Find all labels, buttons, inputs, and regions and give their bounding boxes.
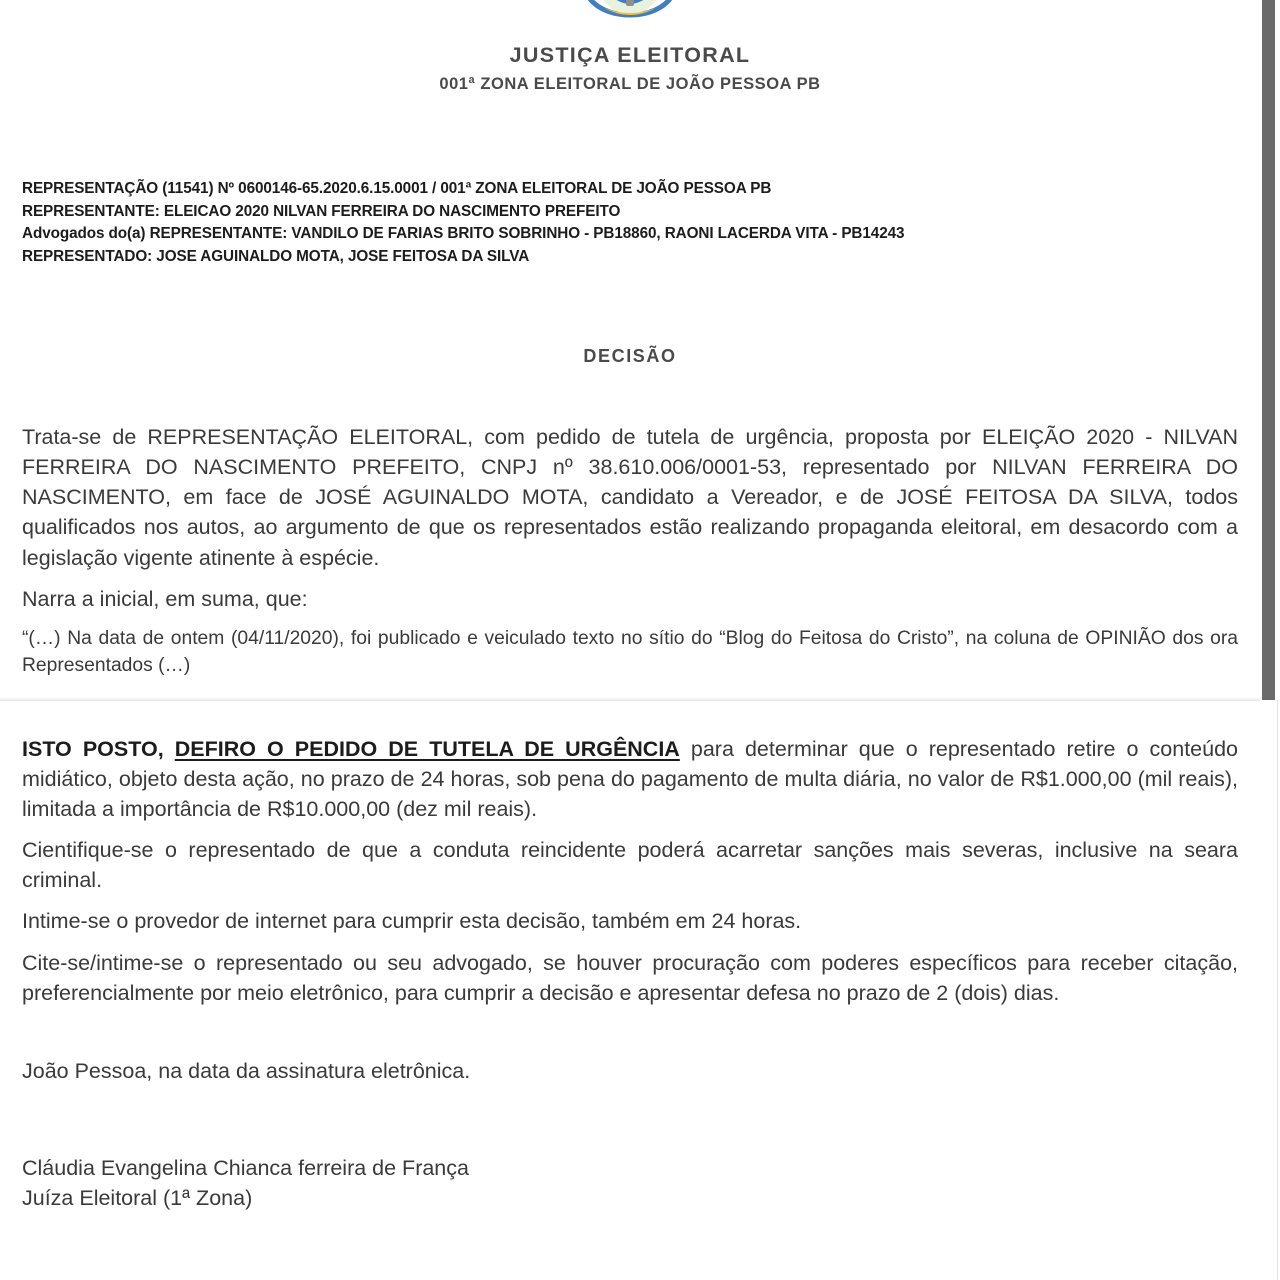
representado-line: REPRESENTADO: JOSE AGUINALDO MOTA, JOSE FEITOSA DA SILVA <box>22 247 530 265</box>
scrollbar-thumb[interactable] <box>1262 0 1275 700</box>
warning-paragraph: Cientifique-se o representado de que a conduta reincidente poderá acarretar sanções mais severas, inclusive na seara criminal. <box>22 838 1238 893</box>
decision-body <box>22 367 1238 700</box>
court-zone: 001ª ZONA ELEITORAL DE JOÃO PESSOA PB <box>439 75 821 94</box>
ruling-dispositive-paragraph <box>22 734 1238 824</box>
intro-paragraph: Trata-se de REPRESENTAÇÃO ELEITORAL, com pedido de tutela de urgência, proposta por ELEIÇÃO 2020 - NILVAN FERREIRA DO NASCIMENTO PREFEITO, CNPJ nº 38.610.006/0001-53, representado por NILVAN FERREIRA DO NASCIMENTO, em face de JOSÉ AGUINALDO MOTA, candidato a Vereador, e de JOSÉ FEITOSA DA SILVA, todos qualificados nos autos, ao argumento de que os representados estão realizando propaganda eleitoral, em desacordo com a legislação vigente atinente à espécie. <box>22 425 1238 570</box>
judge-name: Cláudia Evangelina Chianca ferreira de França <box>22 1155 469 1180</box>
initial-petition-quote: “(…) Na data de ontem (04/11/2020), foi publicado e veiculado texto no sítio do “Blog do Feitosa do Cristo”, na coluna de OPINIÃO dos ora Representados (…) <box>22 627 1238 677</box>
isto-posto-label: ISTO POSTO <box>22 737 158 761</box>
provider-notice-paragraph: Intime-se o provedor de internet para cumprir esta decisão, também em 24 horas. <box>22 909 802 934</box>
advogados-line: Advogados do(a) REPRESENTANTE: VANDILO DE FARIAS BRITO SOBRINHO - PB18860, RAONI LACERDA VITA - PB14243 <box>22 225 905 243</box>
signature-spacer <box>22 1086 1238 1153</box>
decision-title: DECISÃO <box>583 346 677 367</box>
tutela-granted-label: DEFIRO O PEDIDO DE TUTELA DE URGÊNCIA <box>174 737 680 761</box>
representante-line: REPRESENTANTE: ELEICAO 2020 NILVAN FERREIRA DO NASCIMENTO PREFEITO <box>22 202 621 220</box>
place-and-date: João Pessoa, na data da assinatura eletrônica. <box>22 1058 471 1083</box>
summons-paragraph: Cite-se/intime-se o representado ou seu advogado, se houver procuração com poderes específicos para receber citação, preferencialmente por meio eletrônico, para cumprir a decisão e apresentar defesa no prazo de 2 (dois) dias. <box>22 950 1238 1005</box>
order-remainder: para determinar que o representado retire o conteúdo midiático, objeto desta ação, no prazo de 24 horas, sob pena do pagamento de multa diária, no valor de R$1.000,00 (mil reais), limitada a importância de R$10.000,00 (dez mil reais). <box>22 737 1238 822</box>
isto-posto-separator: , <box>157 737 175 761</box>
court-name: JUSTIÇA ELEITORAL <box>509 43 751 67</box>
signature-block <box>22 1008 1238 1213</box>
ruling-body <box>22 701 1238 1213</box>
document-page-2 <box>0 700 1260 1280</box>
case-number-line: REPRESENTAÇÃO (11541) Nº 0600146-65.2020.6.15.0001 / 001ª ZONA ELEITORAL DE JOÃO PESSOA PB <box>22 180 772 198</box>
narration-lead: Narra a inicial, em suma, que: <box>22 586 308 611</box>
case-metadata <box>22 94 1238 268</box>
judge-title: Juíza Eleitoral (1ª Zona) <box>22 1185 253 1210</box>
page-edge-line <box>1277 700 1278 1280</box>
